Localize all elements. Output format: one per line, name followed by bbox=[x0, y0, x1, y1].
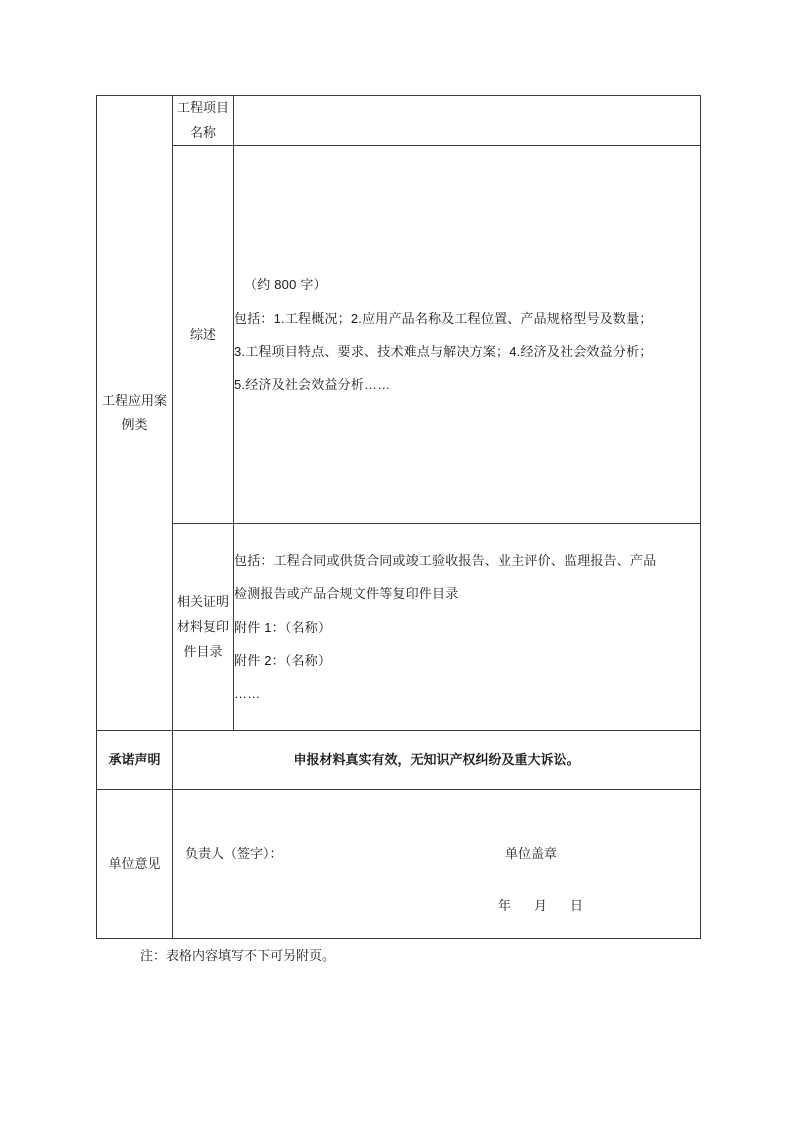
opinion-label-cell: 单位意见 bbox=[97, 790, 173, 939]
application-form-table bbox=[96, 95, 701, 939]
project-name-label-cell: 工程项目名称 bbox=[173, 96, 234, 146]
footnote-text: 注：表格内容填写不下可另附页。 bbox=[140, 948, 336, 963]
summary-line-1: 包括：1.工程概况；2.应用产品名称及工程位置、产品规格型号及数量； bbox=[234, 310, 653, 326]
stamp-label: 单位盖章 bbox=[505, 846, 558, 862]
summary-content-cell[interactable] bbox=[234, 146, 701, 524]
summary-label-cell: 综述 bbox=[173, 146, 234, 524]
project-name-value-cell[interactable] bbox=[234, 96, 701, 146]
summary-line-3: 5.经济及社会效益分析…… bbox=[234, 377, 391, 393]
table-row-opinion bbox=[97, 790, 701, 939]
table-row-summary bbox=[97, 146, 701, 524]
opinion-inner bbox=[173, 790, 700, 938]
materials-line-3: 附件 2：（名称） bbox=[234, 653, 332, 669]
opinion-content-cell[interactable] bbox=[173, 790, 701, 939]
pledge-text-cell: 申报材料真实有效，无知识产权纠纷及重大诉讼。 bbox=[173, 731, 701, 790]
table-row-materials bbox=[97, 524, 701, 731]
materials-label-cell: 相关证明材料复印件目录 bbox=[173, 524, 234, 731]
materials-line-1: 检测报告或产品合规文件等复印件目录 bbox=[234, 586, 459, 602]
signature-label[interactable]: 负责人（签字）： bbox=[185, 846, 283, 862]
materials-line-0: 包括：工程合同或供货合同或竣工验收报告、业主评价、监理报告、产品 bbox=[234, 553, 657, 569]
date-line[interactable] bbox=[498, 894, 584, 919]
materials-content-cell[interactable] bbox=[234, 524, 701, 731]
materials-line-4: …… bbox=[234, 686, 261, 702]
summary-line-0: （约 800 字） bbox=[244, 277, 327, 293]
materials-line-2: 附件 1：（名称） bbox=[234, 619, 332, 635]
pledge-label-cell: 承诺声明 bbox=[97, 731, 173, 790]
summary-line-2: 3.工程项目特点、要求、技术难点与解决方案；4.经济及社会效益分析； bbox=[234, 343, 653, 359]
table-row-pledge bbox=[97, 731, 701, 790]
date-day: 日 bbox=[570, 898, 585, 914]
date-year: 年 bbox=[498, 898, 513, 914]
category-label-cell: 工程应用案例类 bbox=[97, 96, 173, 731]
date-month: 月 bbox=[534, 898, 549, 914]
table-row-project-name bbox=[97, 96, 701, 146]
